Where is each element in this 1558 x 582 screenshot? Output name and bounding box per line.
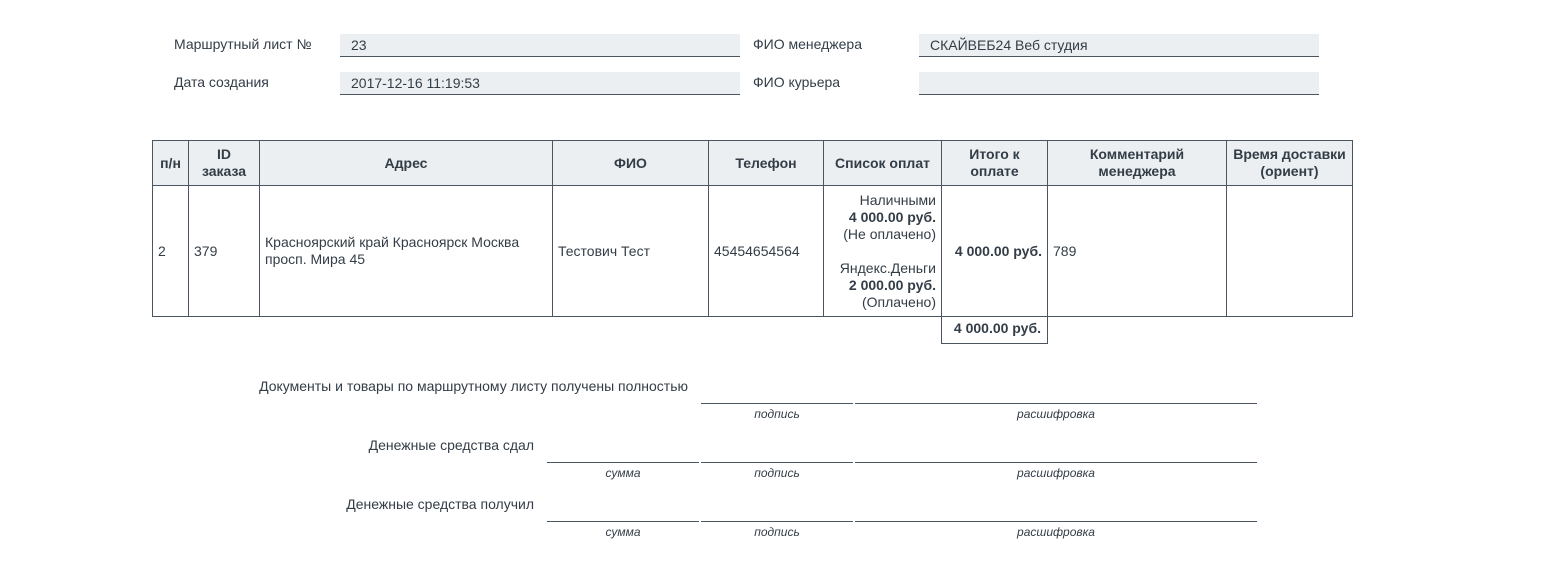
col-header-phone: Телефон xyxy=(709,141,824,186)
payment-status: (Не оплачено) xyxy=(843,225,936,242)
payment-amount: 4 000.00 руб. xyxy=(848,208,936,225)
route-sheet-label: Маршрутный лист № xyxy=(174,36,312,52)
col-header-name: ФИО xyxy=(553,141,709,186)
signature-line[interactable] xyxy=(701,462,853,463)
decoding-line[interactable] xyxy=(855,521,1257,522)
created-date-label: Дата создания xyxy=(174,74,269,90)
sum-caption: сумма xyxy=(605,525,641,539)
courier-label: ФИО курьера xyxy=(753,74,841,90)
payment-entry xyxy=(829,192,936,243)
sum-line[interactable] xyxy=(547,462,699,463)
decoding-caption: расшифровка xyxy=(1017,525,1095,539)
row-order-id: 379 xyxy=(189,186,260,317)
row-address: Красноярский край Красноярск Москва просп. Мира 45 xyxy=(260,186,553,317)
courier-name-field[interactable] xyxy=(919,72,1319,95)
created-date-field[interactable]: 2017-12-16 11:19:53 xyxy=(340,72,740,95)
row-total: 4 000.00 руб. xyxy=(942,186,1048,317)
signature-caption: подпись xyxy=(754,525,800,539)
row-name: Тестович Тест xyxy=(553,186,709,317)
route-sheet-number-field[interactable]: 23 xyxy=(340,34,740,57)
decoding-line[interactable] xyxy=(855,403,1257,404)
row-num: 2 xyxy=(153,186,189,317)
signature-line[interactable] xyxy=(701,521,853,522)
grand-total: 4 000.00 руб. xyxy=(941,315,1048,344)
col-header-total: Итого к оплате xyxy=(942,141,1048,186)
payment-method: Яндекс.Деньги xyxy=(839,259,936,276)
signature-line[interactable] xyxy=(701,403,853,404)
sum-caption: сумма xyxy=(605,466,641,480)
table-header-row xyxy=(153,141,1353,186)
money-received-text: Денежные средства получил xyxy=(346,496,534,512)
manager-name-field[interactable]: СКАЙВЕБ24 Веб студия xyxy=(919,34,1319,57)
manager-label: ФИО менеджера xyxy=(753,36,862,52)
money-given-text: Денежные средства сдал xyxy=(368,437,534,453)
table-row xyxy=(153,186,1353,317)
row-comment: 789 xyxy=(1048,186,1227,317)
sum-line[interactable] xyxy=(547,521,699,522)
decoding-caption: расшифровка xyxy=(1017,407,1095,421)
payment-method: Наличными xyxy=(859,191,936,208)
col-header-comment: Комментарий менеджера xyxy=(1048,141,1227,186)
col-header-num: п/н xyxy=(153,141,189,186)
orders-table xyxy=(152,140,1353,317)
col-header-delivery-time: Время доставки (ориент) xyxy=(1227,141,1353,186)
row-delivery-time xyxy=(1227,186,1353,317)
decoding-line[interactable] xyxy=(855,462,1257,463)
col-header-payments: Список оплат xyxy=(824,141,942,186)
payment-entry xyxy=(829,260,936,311)
row-payments xyxy=(824,186,942,317)
signature-caption: подпись xyxy=(754,407,800,421)
received-docs-text: Документы и товары по маршрутному листу получены полностью xyxy=(259,378,688,394)
signature-caption: подпись xyxy=(754,466,800,480)
col-header-order-id: ID заказа xyxy=(189,141,260,186)
decoding-caption: расшифровка xyxy=(1017,466,1095,480)
row-phone: 45454654564 xyxy=(709,186,824,317)
payment-status: (Оплачено) xyxy=(861,293,936,310)
payment-amount: 2 000.00 руб. xyxy=(848,276,936,293)
col-header-address: Адрес xyxy=(260,141,553,186)
